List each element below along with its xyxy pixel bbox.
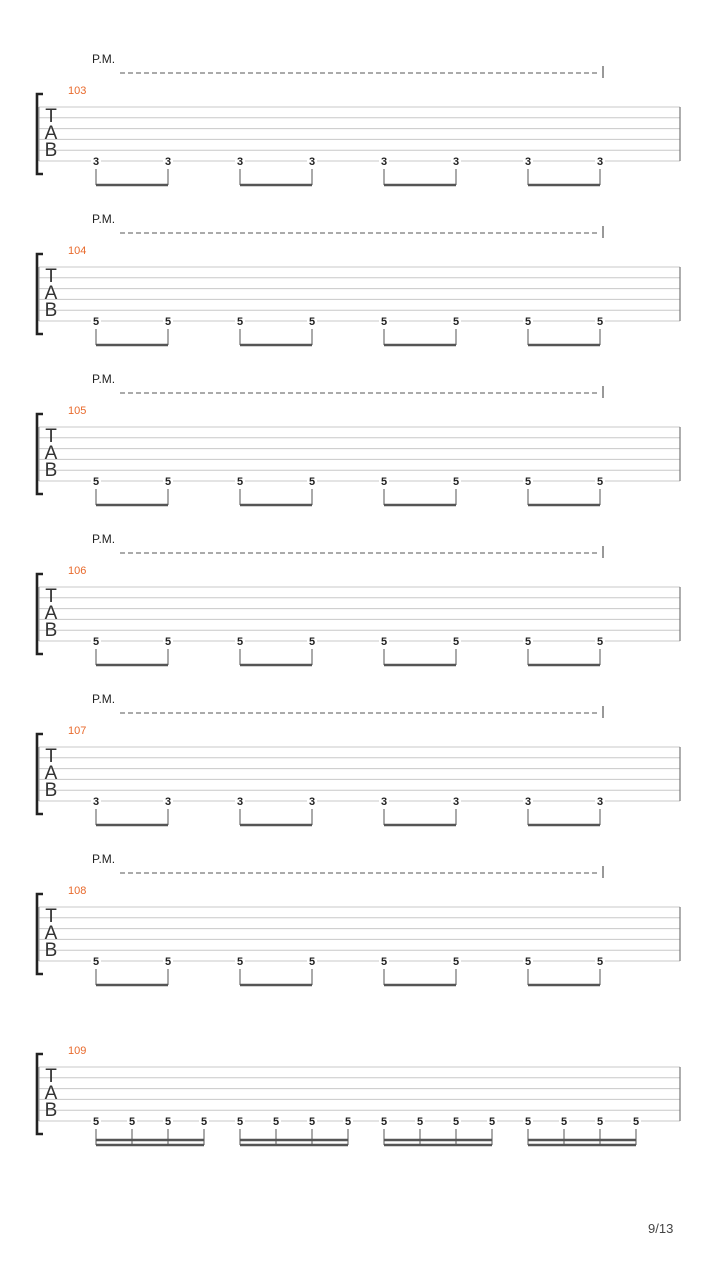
tab-clef-letter: A (44, 603, 58, 624)
palm-mute-label: P.M. (92, 532, 116, 546)
fret-number: 3 (524, 796, 532, 808)
fret-number: 5 (596, 1116, 604, 1128)
measure-number: 103 (68, 85, 87, 97)
fret-number: 3 (92, 156, 100, 168)
fret-number: 5 (164, 956, 172, 968)
fret-number: 5 (272, 1116, 280, 1128)
tab-clef-letter: B (44, 300, 58, 321)
measure-number: 106 (68, 565, 87, 577)
fret-number: 3 (164, 156, 172, 168)
fret-number: 5 (164, 476, 172, 488)
tab-clef-letter: T (45, 746, 57, 767)
tab-clef-letter: B (44, 940, 58, 961)
fret-number: 3 (308, 796, 316, 808)
palm-mute-label: P.M. (92, 372, 116, 386)
system-bracket (37, 734, 43, 814)
system-bracket (37, 574, 43, 654)
system-bracket (37, 1054, 43, 1134)
tab-clef-letter: T (45, 906, 57, 927)
tab-system-108 (37, 852, 680, 985)
fret-number: 5 (380, 636, 388, 648)
fret-number: 5 (164, 636, 172, 648)
fret-number: 5 (452, 316, 460, 328)
fret-number: 5 (596, 476, 604, 488)
tab-system-105 (37, 372, 680, 505)
tab-system-104 (37, 212, 680, 345)
fret-number: 5 (344, 1116, 352, 1128)
measure-number: 107 (68, 725, 87, 737)
system-bracket (37, 414, 43, 494)
fret-number: 3 (236, 156, 244, 168)
tab-clef-letter: B (44, 780, 58, 801)
tab-clef-letter: A (44, 1083, 58, 1104)
fret-number: 5 (236, 476, 244, 488)
fret-number: 5 (524, 316, 532, 328)
fret-number: 5 (92, 476, 100, 488)
fret-number: 3 (452, 796, 460, 808)
fret-number: 5 (488, 1116, 496, 1128)
fret-number: 5 (524, 956, 532, 968)
system-bracket (37, 894, 43, 974)
fret-number: 5 (452, 956, 460, 968)
tab-system-103 (37, 52, 680, 185)
fret-number: 5 (560, 1116, 568, 1128)
tab-clef-letter: B (44, 1100, 58, 1121)
tab-clef-letter: T (45, 106, 57, 127)
tab-clef-letter: A (44, 123, 58, 144)
fret-number: 5 (92, 636, 100, 648)
tab-clef-letter: B (44, 140, 58, 161)
fret-number: 5 (596, 636, 604, 648)
fret-number: 5 (380, 476, 388, 488)
fret-number: 5 (308, 956, 316, 968)
page-number: 9/13 (648, 1221, 674, 1236)
palm-mute-label: P.M. (92, 212, 116, 226)
fret-number: 5 (92, 956, 100, 968)
tab-system-107 (37, 692, 680, 825)
fret-number: 3 (596, 156, 604, 168)
tab-clef-letter: T (45, 1066, 57, 1087)
fret-number: 5 (380, 1116, 388, 1128)
fret-number: 5 (596, 316, 604, 328)
tab-clef-letter: T (45, 586, 57, 607)
fret-number: 3 (524, 156, 532, 168)
palm-mute-label: P.M. (92, 692, 116, 706)
tab-clef-letter: T (45, 266, 57, 287)
tab-clef-letter: A (44, 923, 58, 944)
fret-number: 5 (524, 476, 532, 488)
fret-number: 5 (632, 1116, 640, 1128)
fret-number: 5 (308, 316, 316, 328)
tab-clef-letter: T (45, 426, 57, 447)
measure-number: 109 (68, 1045, 87, 1057)
fret-number: 5 (92, 316, 100, 328)
fret-number: 3 (380, 796, 388, 808)
fret-number: 3 (380, 156, 388, 168)
fret-number: 5 (164, 1116, 172, 1128)
fret-number: 5 (416, 1116, 424, 1128)
fret-number: 5 (452, 476, 460, 488)
fret-number: 5 (236, 956, 244, 968)
fret-number: 5 (380, 956, 388, 968)
tab-clef-letter: A (44, 443, 58, 464)
fret-number: 3 (596, 796, 604, 808)
system-bracket (37, 94, 43, 174)
fret-number: 5 (308, 636, 316, 648)
fret-number: 5 (236, 1116, 244, 1128)
fret-number: 5 (452, 636, 460, 648)
fret-number: 5 (236, 636, 244, 648)
fret-number: 5 (128, 1116, 136, 1128)
fret-number: 3 (164, 796, 172, 808)
palm-mute-label: P.M. (92, 852, 116, 866)
tab-clef-letter: A (44, 283, 58, 304)
fret-number: 5 (596, 956, 604, 968)
fret-number: 5 (524, 636, 532, 648)
fret-number: 5 (380, 316, 388, 328)
fret-number: 5 (308, 476, 316, 488)
fret-number: 3 (92, 796, 100, 808)
fret-number: 5 (452, 1116, 460, 1128)
palm-mute-label: P.M. (92, 52, 116, 66)
fret-number: 5 (92, 1116, 100, 1128)
fret-number: 5 (524, 1116, 532, 1128)
fret-number: 5 (200, 1116, 208, 1128)
measure-number: 108 (68, 885, 87, 897)
measure-number: 104 (68, 245, 87, 257)
tab-clef-letter: B (44, 620, 58, 641)
tab-system-109 (37, 1045, 680, 1145)
fret-number: 5 (164, 316, 172, 328)
fret-number: 3 (308, 156, 316, 168)
tab-system-106 (37, 532, 680, 665)
measure-number: 105 (68, 405, 87, 417)
tab-clef-letter: B (44, 460, 58, 481)
fret-number: 3 (236, 796, 244, 808)
tab-clef-letter: A (44, 763, 58, 784)
fret-number: 5 (308, 1116, 316, 1128)
fret-number: 3 (452, 156, 460, 168)
fret-number: 5 (236, 316, 244, 328)
system-bracket (37, 254, 43, 334)
